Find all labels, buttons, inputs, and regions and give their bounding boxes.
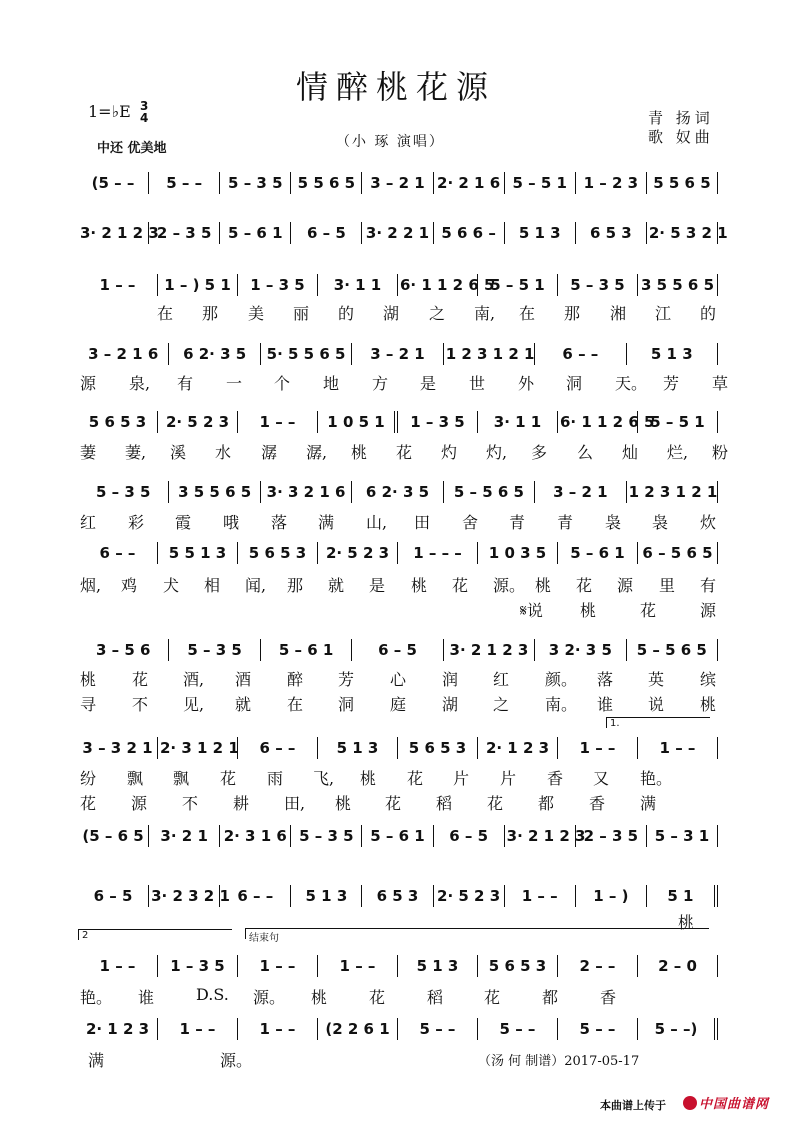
measure: 6 – 5 (291, 222, 362, 244)
lyric-syllable: 世 (469, 374, 486, 393)
measure: 6 – – (78, 542, 158, 564)
lyric-syllable: 多 (531, 443, 548, 462)
lyric-syllable: 花 (220, 769, 237, 788)
tempo-marking: 中还 优美地 (97, 141, 167, 156)
lyric-syllable: 花 (452, 576, 469, 595)
measure: 3· 2 1 2 3 (506, 827, 586, 845)
lyric-syllable: 袅 (652, 513, 669, 532)
measure: 2 – – (558, 955, 638, 977)
lyric-line (0, 766, 792, 786)
lyric-syllable: 外 (518, 374, 535, 393)
notation-row (78, 737, 718, 759)
lyric-syllable: 那 (287, 576, 304, 595)
measure: 6 – – (220, 885, 291, 907)
measure: 5· 5 5 6 5 (261, 343, 352, 365)
notation-row (78, 639, 718, 661)
measure: 6 5 3 (576, 222, 647, 244)
lyric-syllable: 见, (183, 695, 205, 714)
lyric-syllable: 灼 (441, 443, 458, 462)
lyric-syllable: 湘 (610, 304, 627, 323)
lyric-syllable: 美 (248, 304, 265, 323)
lyric-syllable: 片 (453, 769, 470, 788)
measure: 1 – – (238, 955, 318, 977)
measure: 2· 1 2 3 (78, 1018, 158, 1040)
measure: 3 2· 3 5 (535, 639, 626, 661)
notation-row (78, 222, 728, 244)
measure: 5 – 5 6 5 (627, 639, 718, 661)
measure: (5 – 6 5 (78, 825, 149, 847)
ending-label: 结束句 (245, 928, 709, 939)
lyric-syllable: 桃 (580, 601, 597, 620)
measure: 6 – 5 (434, 825, 505, 847)
measure: 3 – 5 6 (78, 639, 169, 661)
lyric-syllable: 满 (318, 513, 335, 532)
notation-row (78, 542, 718, 564)
lyric-syllable: 那 (564, 304, 581, 323)
measure: 3· 2 1 (149, 825, 220, 847)
lyric-syllable: 灼, (486, 443, 508, 462)
lyric-syllable: 丽 (293, 304, 310, 323)
lyric-syllable: 萋 (80, 443, 97, 462)
lyric-syllable: 花 (484, 988, 501, 1007)
measure: 2· 5 2 3 (318, 542, 398, 564)
lyric-syllable: 南。 (545, 695, 578, 714)
lyric-syllable: 桃 (535, 576, 552, 595)
lyric-syllable: 个 (274, 374, 291, 393)
time-signature (140, 100, 148, 124)
measure: 3· 1 1 (318, 274, 398, 296)
lyric-syllable: 缤 (700, 670, 717, 689)
lyric-syllable: 在 (157, 304, 174, 323)
measure: 5 – 6 1 (558, 542, 638, 564)
lyric-syllable: 源 (131, 794, 148, 813)
measure: 3 – 2 1 (535, 481, 626, 503)
lyric-syllable: 么 (577, 443, 594, 462)
lyric-syllable: 桃 (351, 443, 368, 462)
lyric-syllable: 花 (132, 670, 149, 689)
lyric-line (0, 440, 792, 460)
lyric-line (0, 667, 792, 687)
lyric-syllable: 酒, (183, 670, 205, 689)
lyric-syllable: 艳。 (80, 988, 113, 1007)
measure: 1 2 3 1 2 1 (628, 483, 718, 501)
lyric-syllable: 稻 (436, 794, 453, 813)
measure: 5 1 (647, 885, 718, 907)
lyric-syllable: 酒 (235, 670, 252, 689)
lyric-syllable: 寻 (80, 695, 97, 714)
measure: 1 – – (158, 1018, 238, 1040)
lyric-syllable: 方 (372, 374, 389, 393)
measure: 2· 3 1 6 (220, 825, 291, 847)
lyric-line (0, 791, 792, 811)
measure: 2· 5 2 3 (158, 411, 238, 433)
lyric-syllable: 满 (88, 1051, 105, 1070)
measure: 3· 2 1 2 3 (80, 224, 159, 242)
lyric-syllable: 草 (712, 374, 729, 393)
lyric-syllable: 红 (80, 513, 97, 532)
lyric-syllable: 又 (593, 769, 610, 788)
measure: 5 1 3 (318, 737, 398, 759)
lyric-line (0, 371, 792, 391)
lyric-syllable: 就 (235, 695, 252, 714)
lyric-syllable: 地 (323, 374, 340, 393)
lyric-syllable: 花 (385, 794, 402, 813)
meter-bottom: 4 (140, 111, 149, 125)
lyric-syllable: 在 (519, 304, 536, 323)
measure: 5 1 3 (627, 343, 718, 365)
volta-first-ending (606, 716, 710, 729)
lyric-syllable: 落 (597, 670, 614, 689)
measure: 1 – ) (576, 885, 647, 907)
lyric-syllable: 相 (204, 576, 221, 595)
composer-credit: 歌 奴曲 (648, 128, 714, 146)
measure: 6 – 5 (78, 885, 149, 907)
lyric-syllable: 在 (287, 695, 304, 714)
measure: 3 – 2 1 (362, 172, 433, 194)
lyric-syllable: 南, (474, 304, 496, 323)
lyric-line (0, 573, 792, 593)
measure: 5 – 3 5 (78, 481, 169, 503)
measure: 2· 3 1 2 1 (160, 739, 239, 757)
notation-row (78, 955, 718, 977)
key-signature: 1=♭E (88, 102, 131, 121)
measure: 3· 1 1 (478, 411, 558, 433)
measure: 5 – 3 5 (291, 825, 362, 847)
lyric-syllable: 花 (407, 769, 424, 788)
measure: 5 – – (149, 172, 220, 194)
volta-second-ending (78, 928, 232, 941)
lyric-syllable: 泉, (129, 374, 151, 393)
lyric-line (0, 301, 792, 321)
lyric-syllable: 说 (648, 695, 665, 714)
measure: 5 – – (558, 1018, 638, 1040)
lyric-syllable: 里 (659, 576, 676, 595)
lyric-syllable: 都 (538, 794, 555, 813)
lyric-syllable: 那 (202, 304, 219, 323)
lyric-syllable: 香 (589, 794, 606, 813)
lyric-syllable: 片 (500, 769, 517, 788)
measure: 5 – – (398, 1018, 478, 1040)
lyric-syllable: 源 (80, 374, 97, 393)
lyric-syllable: 香 (547, 769, 564, 788)
lyric-syllable: 犬 (163, 576, 180, 595)
lyric-syllable: 山, (366, 513, 388, 532)
lyric-syllable: 之 (429, 304, 446, 323)
measure: 6 5 3 (362, 885, 433, 907)
measure: 5 – 6 1 (362, 825, 433, 847)
measure: (5 – – (78, 172, 149, 194)
lyric-syllable: 花 (80, 794, 97, 813)
measure: 1 – 2 3 (576, 172, 647, 194)
lyric-syllable: 天。 (615, 374, 648, 393)
lyric-syllable: 桃 (360, 769, 377, 788)
measure: 2 – 3 5 (149, 222, 220, 244)
measure: 6· 1 1 2 6 5 (560, 413, 655, 431)
lyric-syllable: 心 (390, 670, 407, 689)
measure: 1 – – (558, 737, 638, 759)
lyric-syllable: 耕 (233, 794, 250, 813)
lyric-line (0, 1048, 792, 1068)
lyric-syllable: 洞 (566, 374, 583, 393)
lyric-line (0, 598, 792, 618)
site-logo-icon (683, 1096, 697, 1110)
lyric-syllable: 有 (177, 374, 194, 393)
lyric-syllable: 舍 (462, 513, 479, 532)
measure: 2 – 3 5 (576, 825, 647, 847)
measure: 5 – 5 1 (505, 172, 576, 194)
lyric-syllable: 谁 (138, 988, 155, 1007)
lyric-syllable: 香 (600, 988, 617, 1007)
measure: 3· 2 3 2 1 (151, 887, 230, 905)
lyric-syllable: 艳。 (640, 769, 673, 788)
lyric-syllable: 𝄋说 (520, 601, 543, 620)
measure: 3· 3 2 1 6 (261, 481, 352, 503)
lyric-syllable: 飞, (313, 769, 335, 788)
upload-notice: 本曲谱上传于 (600, 1099, 666, 1112)
measure: 5 1 3 (291, 885, 362, 907)
lyric-syllable: 之 (493, 695, 510, 714)
lyric-syllable: 潺, (306, 443, 328, 462)
lyric-syllable: 满 (640, 794, 657, 813)
lyric-syllable: 粉 (712, 443, 729, 462)
notation-row (78, 343, 718, 365)
measure: 1 0 3 5 (478, 542, 558, 564)
lyric-syllable: 稻 (427, 988, 444, 1007)
lyric-syllable: D.S. (196, 985, 229, 1004)
measure: 5 – 3 1 (647, 825, 718, 847)
measure: 2· 5 3 2 1 (648, 224, 728, 242)
measure: 2· 2 1 6 (434, 172, 505, 194)
measure: 1 – 3 5 (158, 955, 238, 977)
notation-row (78, 411, 718, 433)
measure: 6 – 5 6 5 (638, 542, 718, 564)
measure: 3 – 3 2 1 (78, 737, 158, 759)
measure: 5 5 1 3 (158, 542, 238, 564)
lyric-syllable: 雨 (267, 769, 284, 788)
lyric-syllable: 是 (369, 576, 386, 595)
lyric-syllable: 桃 (411, 576, 428, 595)
lyric-syllable: 烂, (667, 443, 689, 462)
lyric-syllable: 潺 (261, 443, 278, 462)
measure: 3 – 2 1 (352, 343, 443, 365)
lyric-syllable: 源。 (220, 1051, 253, 1070)
measure: 5 6 5 3 (78, 411, 158, 433)
lyric-syllable: 的 (700, 304, 717, 323)
volta-1-label: 1. (606, 717, 710, 728)
measure: 5 – – (478, 1018, 558, 1040)
measure: 1 – – – (398, 542, 478, 564)
notation-row (78, 172, 718, 194)
lyric-syllable: 桃 (678, 913, 695, 932)
measure: 6 – – (238, 737, 318, 759)
lyric-line (0, 510, 792, 530)
notation-row (78, 825, 718, 847)
measure: 5 – 5 6 5 (444, 481, 535, 503)
lyric-syllable: 源。 (493, 576, 526, 595)
lyric-syllable: 颜。 (545, 670, 578, 689)
lyric-syllable: 英 (648, 670, 665, 689)
notation-row (78, 481, 718, 503)
measure: 3· 2 1 2 3 (444, 639, 535, 661)
transcriber-credit: （汤 何 制谱）2017-05-17 (478, 1054, 640, 1069)
measure: 6 2· 3 5 (169, 343, 260, 365)
lyric-syllable: 润 (442, 670, 459, 689)
lyric-syllable: 洞 (338, 695, 355, 714)
meter-top: 3 (140, 99, 149, 113)
lyric-syllable: 湖 (442, 695, 459, 714)
lyric-syllable: 桃 (80, 670, 97, 689)
lyric-syllable: 水 (215, 443, 232, 462)
measure: 3· 2 2 1 (362, 222, 433, 244)
lyric-line (0, 910, 792, 930)
lyric-syllable: 花 (369, 988, 386, 1007)
lyric-syllable: 萋, (125, 443, 147, 462)
lyric-syllable: 闻, (245, 576, 267, 595)
lyric-syllable: 落 (271, 513, 288, 532)
measure: 1 – – (505, 885, 576, 907)
lyric-syllable: 纷 (80, 769, 97, 788)
measure: 2· 1 2 3 (478, 737, 558, 759)
lyric-syllable: 都 (542, 988, 559, 1007)
lyric-syllable: 红 (493, 670, 510, 689)
lyric-syllable: 青 (557, 513, 574, 532)
lyric-syllable: 花 (640, 601, 657, 620)
lyric-syllable: 芳 (338, 670, 355, 689)
lyric-syllable: 江 (655, 304, 672, 323)
measure: 1 – – (78, 274, 158, 296)
measure: 1 – – (238, 1018, 318, 1040)
lyric-syllable: 就 (328, 576, 345, 595)
measure: 6 – 5 (352, 639, 443, 661)
measure: 1 – ) 5 1 (158, 274, 238, 296)
measure: 5 5 6 5 (291, 172, 362, 194)
lyric-syllable: 哦 (223, 513, 240, 532)
lyric-syllable: 田 (414, 513, 431, 532)
measure: 5 6 5 3 (238, 542, 318, 564)
measure: 2· 5 2 3 (434, 885, 505, 907)
lyric-syllable: 桃 (700, 695, 717, 714)
notation-row (78, 274, 718, 296)
lyric-syllable: 花 (487, 794, 504, 813)
measure: 6 2· 3 5 (352, 481, 443, 503)
lyric-syllable: 溪 (170, 443, 187, 462)
lyric-syllable: 炊 (700, 513, 717, 532)
lyric-syllable: 灿 (622, 443, 639, 462)
measure: 3 – 2 1 6 (78, 343, 169, 365)
measure: 5 – –) (638, 1018, 718, 1040)
measure: 5 6 5 3 (478, 955, 558, 977)
credits (648, 109, 714, 147)
measure: 5 6 6 – (434, 222, 505, 244)
singer-credit: （小 琢 演唱） (336, 134, 445, 150)
volta-2-label: 2 (78, 929, 232, 940)
measure: 5 1 3 (398, 955, 478, 977)
lyric-syllable: 有 (700, 576, 717, 595)
measure: 5 – 5 1 (638, 411, 718, 433)
notation-row (78, 885, 718, 907)
measure: 5 6 5 3 (398, 737, 478, 759)
lyric-syllable: 桃 (311, 988, 328, 1007)
lyric-syllable: 青 (509, 513, 526, 532)
lyric-syllable: 袅 (605, 513, 622, 532)
lyric-syllable: 庭 (390, 695, 407, 714)
lyric-syllable: 一 (226, 374, 243, 393)
lyric-syllable: 烟, (80, 576, 102, 595)
site-name: 中国曲谱网 (699, 1097, 770, 1112)
lyric-syllable: 是 (420, 374, 437, 393)
measure: 5 1 3 (505, 222, 576, 244)
measure: 6 – – (535, 343, 626, 365)
lyric-syllable: 飘 (127, 769, 144, 788)
measure: 5 – 3 5 (220, 172, 291, 194)
lyric-syllable: 花 (396, 443, 413, 462)
lyric-syllable: 霞 (175, 513, 192, 532)
lyric-syllable: 芳 (663, 374, 680, 393)
measure: 1 2 3 1 2 1 (445, 345, 535, 363)
measure: 1 – 3 5 (238, 274, 318, 296)
measure: 1 – – (638, 737, 718, 759)
measure: 1 – – (238, 411, 318, 433)
lyric-syllable: 桃 (335, 794, 352, 813)
measure: 1 – 3 5 (398, 411, 478, 433)
lyric-syllable: 不 (132, 695, 149, 714)
site-logo (683, 1093, 769, 1112)
page-title: 情醉桃花源 (295, 68, 496, 106)
lyric-syllable: 花 (576, 576, 593, 595)
lyricist-credit: 青 扬词 (648, 109, 714, 127)
measure: 5 – 5 1 (478, 274, 558, 296)
measure: (2 2 6 1 (318, 1018, 398, 1040)
lyric-syllable: 源。 (253, 988, 286, 1007)
measure: 1 – – (318, 955, 398, 977)
notation-row (78, 1018, 718, 1040)
measure: 3 5 5 6 5 (638, 274, 718, 296)
measure: 1 0 5 1 (318, 411, 398, 433)
measure: 5 5 6 5 (647, 172, 718, 194)
lyric-syllable: 谁 (597, 695, 614, 714)
measure: 3 5 5 6 5 (169, 481, 260, 503)
measure: 2 – 0 (638, 955, 718, 977)
lyric-syllable: 源 (617, 576, 634, 595)
measure: 5 – 6 1 (261, 639, 352, 661)
lyric-syllable: 彩 (128, 513, 145, 532)
lyric-syllable: 源 (700, 601, 717, 620)
lyric-syllable: 鸡 (121, 576, 138, 595)
lyric-syllable: 的 (338, 304, 355, 323)
lyric-syllable: 不 (182, 794, 199, 813)
lyric-syllable: 飘 (173, 769, 190, 788)
measure: 5 – 6 1 (220, 222, 291, 244)
lyric-syllable: 田, (284, 794, 306, 813)
ending-phrase-mark (245, 928, 709, 944)
measure: 5 – 3 5 (169, 639, 260, 661)
lyric-line (0, 692, 792, 712)
lyric-syllable: 醉 (287, 670, 304, 689)
measure: 5 – 3 5 (558, 274, 638, 296)
lyric-line (0, 985, 792, 1005)
lyric-syllable: 湖 (383, 304, 400, 323)
measure: 1 – – (78, 955, 158, 977)
measure: 6· 1 1 2 6 5 (400, 276, 495, 294)
